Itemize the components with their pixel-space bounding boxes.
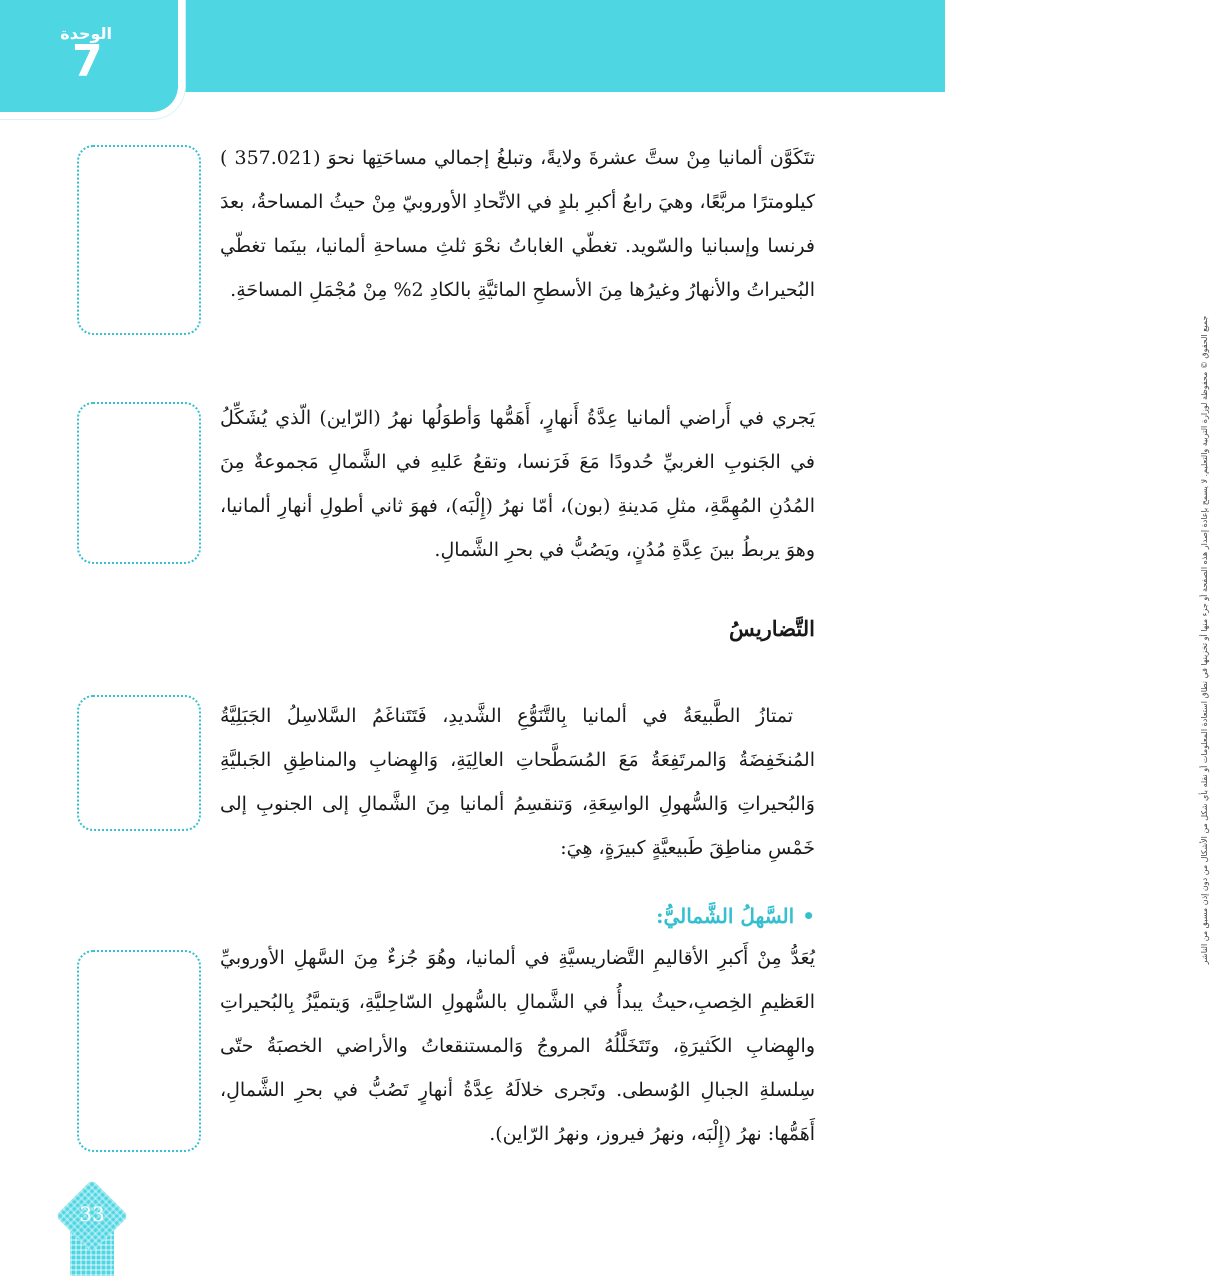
unit-number: 7 xyxy=(72,36,103,87)
unit-label: الوحدة xyxy=(60,24,112,43)
copyright-side-note: جميع الحقوق © محفوظة لوزارة التربية والتعليم. لا يسمح بإعادة إصدار هذه الصفحة أو جزء منها أو تخزينها في نطاق استعادة المعلومات أو نقله بأي شكل من الأشكال من دون إذن مسبق من الناشر xyxy=(1200,315,1209,965)
notes-box-1 xyxy=(77,145,201,335)
notes-box-4 xyxy=(77,950,201,1152)
subheading-northern-plain xyxy=(656,904,815,928)
paragraph-northern-plain: يُعَدُّ مِنْ أَكبرِ الأقاليمِ التَّضاريسيَّةِ في ألمانيا، وهُوَ جُزءٌ مِنَ السَّهلِ الأوروبيِّ العَظيمِ الخِصبِ،حيثُ يبدأُ في الشَّمالِ بالسُّهولِ السّاحِليَّةِ، وَيتميَّزُ بِالبُحيراتِ والهِضابِ الكَثيرَةِ، وتَتَخَلَّلُهُ المروجُ وَالمستنقعاتُ والأراضي الخصبَةُ حتّى سِلسلةِ الجبالِ الوُسطى. وتَجرى خلالَهُ عِدَّةُ أنهارٍ تَصُبُّ في بحرِ الشَّمالِ، أَهَمُّها: نهرُ (إِلْبَه، ونهرُ فيروز، ونهرُ الرّاين). xyxy=(220,947,815,1145)
subheading-text: السَّهلُ الشَّماليُّ: xyxy=(656,904,795,928)
bullet-icon: • xyxy=(802,904,815,928)
paragraph-rivers: يَجري في أَراضي ألمانيا عِدَّةُ أَنهارٍ، أَهَمُّها وَأطوَلُها نهرُ (الرّاين) الّذي يُشَكِّلُ في الجَنوبِ الغربيِّ حُدودًا مَعَ فَرَنسا، وتقعُ عَليهِ في الشَّمالِ مَجموعةٌ مِنَ المُدُنِ المُهِمَّةِ، مثلِ مَدينةِ (بون)، أمّا نهرُ (إِلْبَه)، فهوَ ثاني أطولِ أنهارِ ألمانيا، وهوَ يربطُ بينَ عِدَّةِ مُدُنٍ، ويَصُبُّ في بحرِ الشَّمالِ. xyxy=(220,407,815,561)
paragraph-area: تتَكَوَّن ألمانيا مِنْ ستَّ عشرةَ ولايةً، وتبلغُ إجمالي مساحَتِها نحوَ (357.021 ) كيلومترًا مربَّعًا، وهيَ رابعُ أكبرِ بلدٍ في الاتِّحادِ الأوروبيّ مِنْ حيثُ المساحةُ، بعدَ فرنسا وإسبانيا والسّويد. تغطّي الغاباتُ نحْوَ ثلثِ مساحةِ ألمانيا، بينَما تغطّي البُحيراتُ والأنهارُ وغيرُها مِنَ الأسطحِ المائيَّةِ بالكادِ 2% مِنْ مُجْمَلِ المساحَةِ. xyxy=(220,147,815,301)
unit-tab xyxy=(0,0,178,112)
section-heading-terrain: التَّضاريسُ xyxy=(729,616,815,641)
page-number-badge xyxy=(56,1180,128,1276)
page-number: 33 xyxy=(79,1202,105,1226)
notes-box-3 xyxy=(77,695,201,831)
paragraph-terrain: تمتازُ الطَّبيعَةُ في ألمانيا بِالتَّنَوُّعِ الشَّديدِ، فَتَتَناغَمُ السَّلاسِلُ الجَبَلِيَّةُ المُنخَفِضَةُ وَالمرتَفِعَةُ مَعَ المُسَطَّحاتِ العالِيَةِ، وَالهِضابِ والمناطِقِ الجَبليَّةِ وَالبُحيراتِ وَالسُّهولِ الواسِعَةِ، وَتنقسِمُ ألمانيا مِنَ الشَّمالِ إلى الجنوبِ إلى خَمْسِ مناطِقَ طَبيعيَّةٍ كبيرَةٍ، هِيَ: xyxy=(220,705,815,859)
notes-box-2 xyxy=(77,402,201,564)
